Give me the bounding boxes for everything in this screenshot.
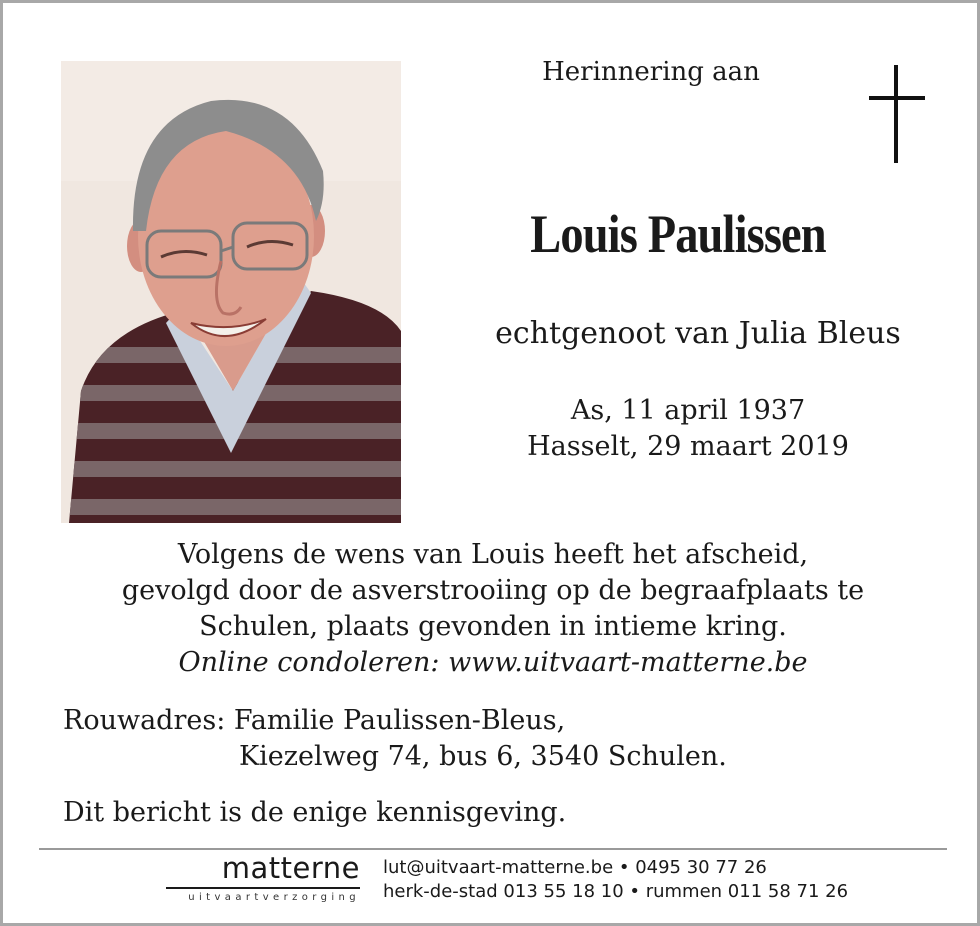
contact-info (383, 856, 943, 904)
life-dates (403, 393, 973, 465)
deceased-name: Louis Paulissen (530, 204, 826, 264)
birth-date: As, 11 april 1937 (570, 395, 806, 426)
notice-text: Dit bericht is de enige kennisgeving. (63, 797, 567, 828)
portrait-photo (61, 61, 401, 523)
latin-cross-icon (869, 65, 925, 163)
intro-text: Herinnering aan (542, 57, 760, 87)
logo-underline (166, 887, 360, 889)
message-line: gevolgd door de asverstrooiing op de begraafplaats te (121, 575, 865, 606)
death-date: Hasselt, 29 maart 2019 (527, 431, 849, 462)
logo-tagline: uitvaartverzorging (188, 892, 360, 903)
funeral-home-logo (166, 851, 366, 903)
logo-brand: matterne (221, 851, 360, 885)
contact-line: herk-de-stad 013 55 18 10 • rummen 011 58 71 26 (383, 881, 849, 902)
divider (39, 848, 947, 850)
message-line: Volgens de wens van Louis heeft het afscheid, (177, 539, 809, 570)
contact-line: lut@uitvaart-matterne.be • 0495 30 77 26 (383, 857, 767, 878)
mourning-address (63, 703, 933, 775)
message-line: Schulen, plaats gevonden in intieme kring. (199, 611, 787, 642)
farewell-message (63, 537, 923, 681)
spouse-line: echtgenoot van Julia Bleus (495, 316, 901, 351)
address-line: Rouwadres: Familie Paulissen-Bleus, (63, 705, 566, 736)
address-line: Kiezelweg 74, bus 6, 3540 Schulen. (239, 741, 727, 772)
online-condolence-text: Online condoleren: www.uitvaart-matterne.be (178, 647, 808, 678)
